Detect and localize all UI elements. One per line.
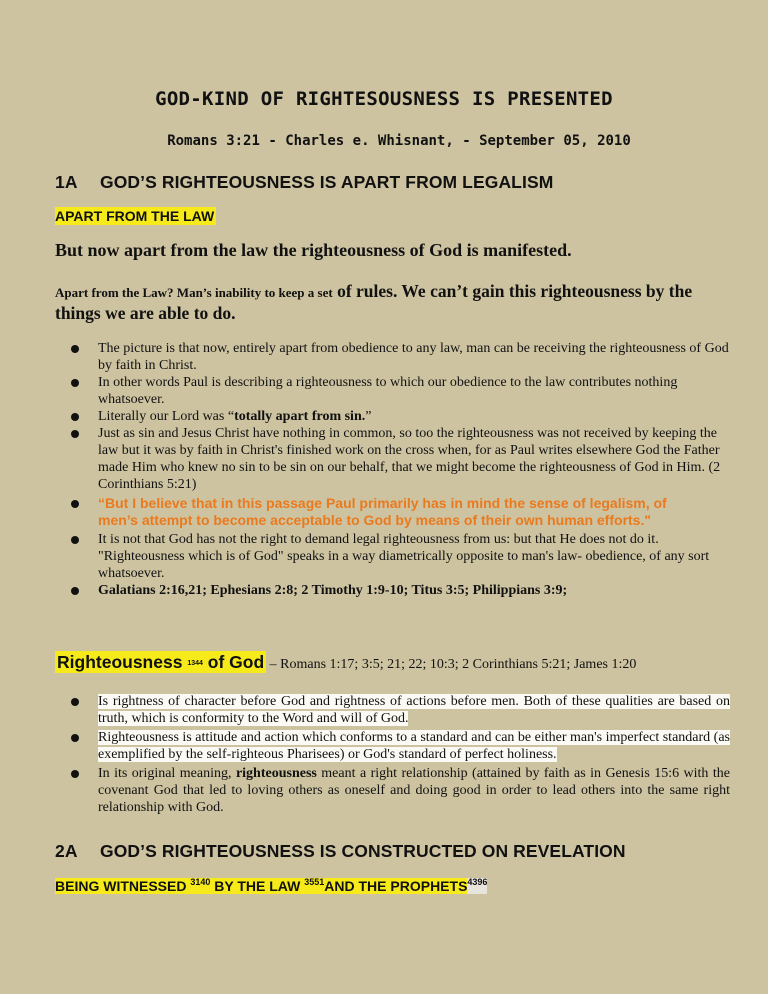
bullet-icon [71,698,79,706]
scripture-references: Galatians 2:16,21; Ephesians 2:8; 2 Timothy 1:9-10; Titus 3:5; Philippians 3:9; [98,583,568,598]
list-item: The picture is that now, entirely apart from obedience to any law, man can be receiving the righteousness of God by faith in Christ. [55,340,730,374]
strongs-number: 3140 [190,877,211,887]
strongs-number: 4396 [467,877,488,887]
question-paragraph [55,281,725,325]
page-subtitle: Romans 3:21 - Charles e. Whisnant, - September 05, 2010 [167,133,631,149]
section-heading-2a [55,841,626,862]
list-item: Is rightness of character before God and rightness of actions before men. Both of these qualities are based on truth, which is conformity to the Word and will of God. [55,693,730,727]
strongs-number: 3551 [304,877,325,887]
list-item: Literally our Lord was “totally apart from sin.” [55,408,730,425]
list-item [55,495,730,529]
section-heading-1a [55,172,553,193]
righteousness-label: Righteousness 1344 of God [57,652,265,672]
bullet-icon [71,734,79,742]
bullet-icon [71,500,79,508]
bullet-icon [71,536,79,544]
bullet-icon [71,770,79,778]
key-statement: But now apart from the law the righteousness of God is manifested. [55,240,572,260]
question-big-text: of rules. We can’t gain this righteousness by the things we are able to do. [55,281,693,323]
section-number: 2A [55,841,78,861]
bullet-icon [71,430,79,438]
quote-text: “But I believe that in this passage Paul primarily has in mind the sense of legalism, of men’s attempt to become acceptable to God by means of their own human efforts." [98,495,667,528]
bullet-icon [71,413,79,421]
righteousness-refs: – Romans 1:17; 3:5; 21; 22; 10:3; 2 Corinthians 5:21; James 1:20 [266,657,637,672]
apart-from-law-label: APART FROM THE LAW [55,208,215,224]
section-heading-text: GOD’S RIGHTEOUSNESS IS CONSTRUCTED ON REVELATION [100,841,626,861]
section-number: 1A [55,172,78,192]
list-item: In other words Paul is describing a righteousness to which our obedience to the law contributes nothing whatsoever. [55,374,730,408]
bullet-icon [71,587,79,595]
page-title: GOD-KIND OF RIGHTESOUSNESS IS PRESENTED [155,88,613,110]
question-small-text: Apart from the Law? Man’s inability to keep a set [55,285,333,300]
list-item: Just as sin and Jesus Christ have nothing in common, so too the righteousness was not received by keeping the law but it was by faith in Christ's finished work on the cross when, for as Paul writes elsewhere God the Father made Him who knew no sin to be sin on our behalf, that we might become the righteousness of God in Him. (2 Corinthians 5:21) [55,425,730,493]
list-item [55,582,730,599]
list-item: In its original meaning, righteousness meant a right relationship (attained by faith as in Genesis 15:6 with the covenant God that led to loving others as oneself and doing good in order to lead others into the same right relationship with God. [55,765,730,816]
list-item: It is not that God has not the right to demand legal righteousness from us: but that He does not do it. "Righteousness which is of God" speaks in a way diametrically opposite to man's law- obedience, of any sort whatsoever. [55,531,730,582]
being-witnessed-label: BEING WITNESSED $^{3140}$ BY THE LAW $^{3551}$AND THE $PROPHETS^{4396}$ [55,877,488,894]
section-heading-text: GOD’S RIGHTEOUSNESS IS APART FROM LEGALISM [100,172,554,192]
righteousness-definition-line [55,652,636,673]
list-item: Righteousness is attitude and action which conforms to a standard and can be either man's imperfect standard (as exemplified by the self-righteous Pharisees) or God's standard of perfect holiness. [55,729,730,763]
bullet-icon [71,379,79,387]
section1-bullet-list [55,340,730,599]
strongs-number: 1344 [187,660,203,667]
bullet-icon [71,345,79,353]
righteousness-bullet-list [55,693,730,816]
